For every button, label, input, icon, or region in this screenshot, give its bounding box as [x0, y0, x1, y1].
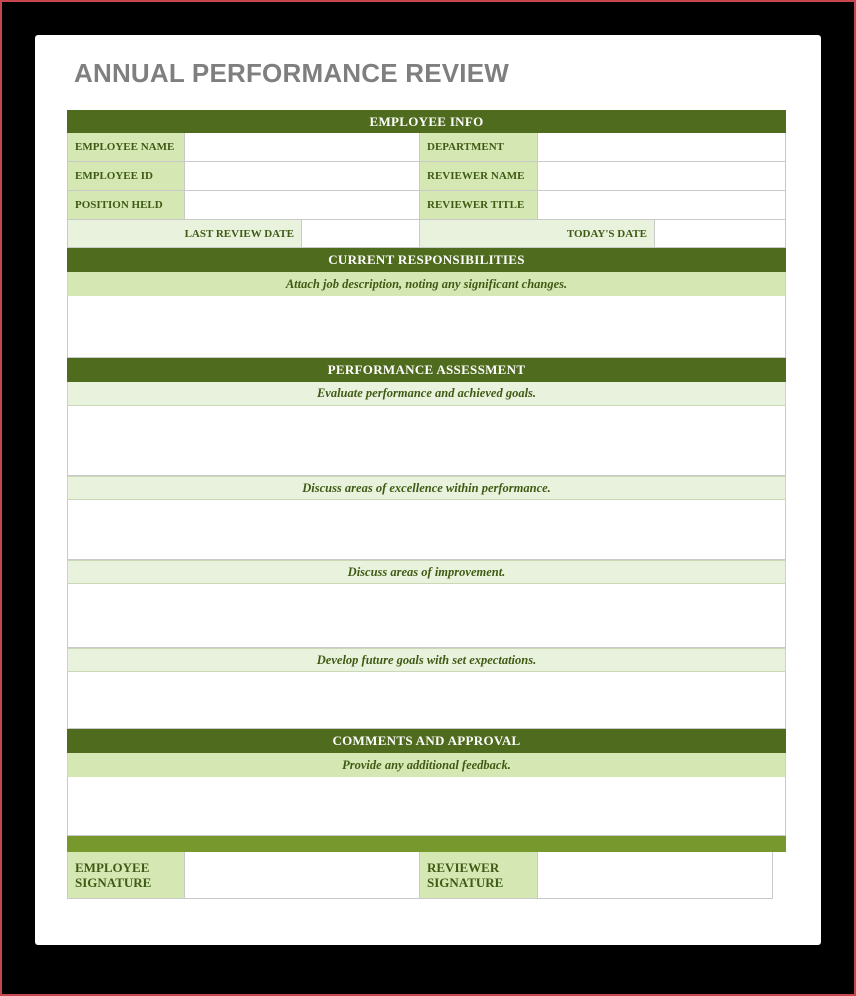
reviewer-signature-label-line1: REVIEWER: [427, 860, 500, 875]
position-held-field[interactable]: [185, 191, 420, 220]
employee-id-field[interactable]: [185, 162, 420, 191]
employee-signature-field[interactable]: [185, 852, 420, 899]
excellence-instruction: Discuss areas of excellence within performance.: [67, 476, 786, 500]
current-responsibilities-header: [67, 248, 786, 272]
employee-info-row-3: [67, 191, 786, 220]
improvement-field[interactable]: [67, 584, 786, 648]
employee-signature-label-line1: EMPLOYEE: [75, 860, 150, 875]
comments-approval-header-text: COMMENTS AND APPROVAL: [332, 733, 521, 748]
future-goals-instruction: Develop future goals with set expectations.: [67, 648, 786, 672]
employee-signature-label-line2: SIGNATURE: [75, 875, 152, 890]
excellence-field[interactable]: [67, 500, 786, 560]
employee-info-row-2: [67, 162, 786, 191]
todays-date-field[interactable]: [655, 220, 786, 248]
last-review-date-label: LAST REVIEW DATE: [67, 220, 302, 248]
position-held-label: POSITION HELD: [67, 191, 185, 220]
current-responsibilities-field[interactable]: [67, 296, 786, 358]
comments-instruction: Provide any additional feedback.: [67, 753, 786, 777]
employee-info-row-1: [67, 133, 786, 162]
employee-info-header-text: EMPLOYEE INFO: [369, 113, 484, 129]
future-goals-field[interactable]: [67, 672, 786, 729]
department-field[interactable]: [538, 133, 786, 162]
reviewer-title-label: REVIEWER TITLE: [420, 191, 538, 220]
employee-signature-label: [67, 852, 185, 899]
signature-divider-bar: [67, 836, 786, 852]
employee-info-header: [67, 110, 786, 133]
current-responsibilities-instruction: Attach job description, noting any significant changes.: [67, 272, 786, 296]
reviewer-signature-label-line2: SIGNATURE: [427, 875, 504, 890]
employee-name-label: EMPLOYEE NAME: [67, 133, 185, 162]
department-label: DEPARTMENT: [420, 133, 538, 162]
reviewer-signature-field[interactable]: [538, 852, 773, 899]
employee-id-label: EMPLOYEE ID: [67, 162, 185, 191]
current-responsibilities-header-text: CURRENT RESPONSIBILITIES: [328, 252, 525, 267]
last-review-date-field[interactable]: [302, 220, 420, 248]
evaluate-performance-field[interactable]: [67, 406, 786, 476]
improvement-instruction: Discuss areas of improvement.: [67, 560, 786, 584]
employee-info-row-4: [67, 220, 786, 248]
performance-assessment-header-text: PERFORMANCE ASSESSMENT: [327, 362, 526, 377]
page-title: ANNUAL PERFORMANCE REVIEW: [74, 58, 509, 88]
todays-date-label: TODAY'S DATE: [420, 220, 655, 248]
comments-approval-header: [67, 729, 786, 753]
reviewer-name-label: REVIEWER NAME: [420, 162, 538, 191]
reviewer-title-field[interactable]: [538, 191, 786, 220]
performance-assessment-header: [67, 358, 786, 382]
reviewer-name-field[interactable]: [538, 162, 786, 191]
evaluate-performance-instruction: Evaluate performance and achieved goals.: [67, 382, 786, 406]
comments-field[interactable]: [67, 777, 786, 836]
signature-row: [67, 852, 773, 899]
reviewer-signature-label: [420, 852, 538, 899]
employee-name-field[interactable]: [185, 133, 420, 162]
